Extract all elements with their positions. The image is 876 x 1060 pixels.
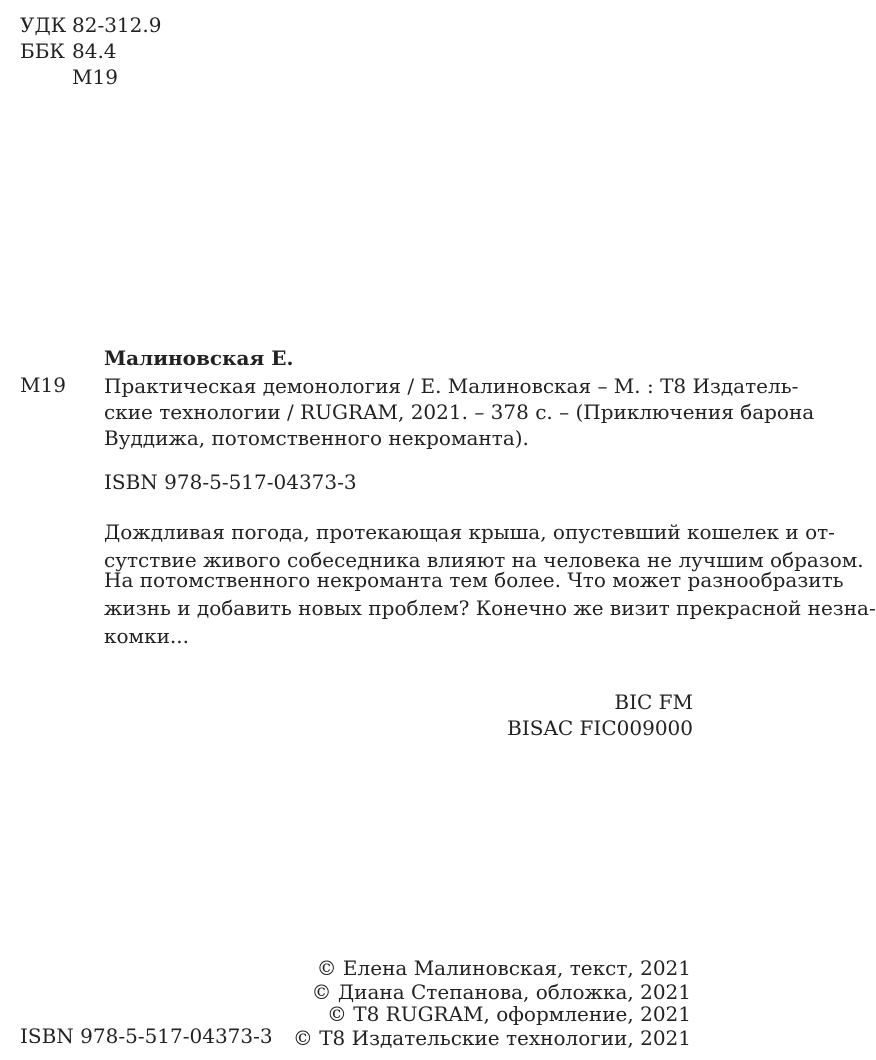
bbk-line: [20, 38, 117, 64]
udk-value: 82-312.9: [72, 13, 162, 37]
author-mark: М19: [72, 65, 118, 89]
entry-side-mark: М19: [20, 373, 66, 397]
bbk-label: ББК: [20, 39, 65, 63]
copyright-publisher: © Т8 Издательские технологии, 2021: [292, 1026, 691, 1050]
entry-line: Вуддижа, потомственного некроманта).: [104, 426, 529, 450]
entry-isbn: ISBN 978-5-517-04373-3: [104, 470, 357, 494]
entry-line: ские технологии / RUGRAM, 2021. – 378 с. – (Приключения барона: [104, 400, 815, 424]
copyright-text: © Елена Малиновская, текст, 2021: [316, 956, 691, 980]
annotation-line: комки...: [104, 624, 189, 648]
author-mark-line: [20, 64, 118, 90]
copyright-cover: © Диана Степанова, обложка, 2021: [311, 980, 691, 1004]
footer-isbn: ISBN 978-5-517-04373-3: [20, 1024, 273, 1048]
annotation-paragraph-2: [104, 566, 876, 650]
entry-line: Практическая демонология / Е. Малиновская – М. : Т8 Издатель-: [104, 374, 799, 398]
bic-code: BIC FM: [614, 690, 693, 714]
annotation-line: Дождливая погода, протекающая крыша, опустевший кошелек и от-: [104, 520, 835, 544]
entry-heading: Малиновская Е.: [104, 346, 294, 370]
udk-label: УДК: [20, 13, 67, 37]
annotation-line: жизнь и добавить новых проблем? Конечно же визит прекрасной незна-: [104, 596, 876, 620]
bbk-value: 84.4: [72, 39, 117, 63]
entry-description: [104, 373, 815, 451]
copyright-design: © Т8 RUGRAM, оформление, 2021: [326, 1002, 691, 1026]
bisac-code: BISAC FIC009000: [507, 716, 693, 740]
annotation-line: На потомственного некроманта тем более. Что может разнообразить: [104, 568, 844, 592]
annotation-line: сутствие живого собеседника влияют на человека не лучшим образом.: [104, 548, 864, 572]
udk-line: [20, 12, 161, 38]
